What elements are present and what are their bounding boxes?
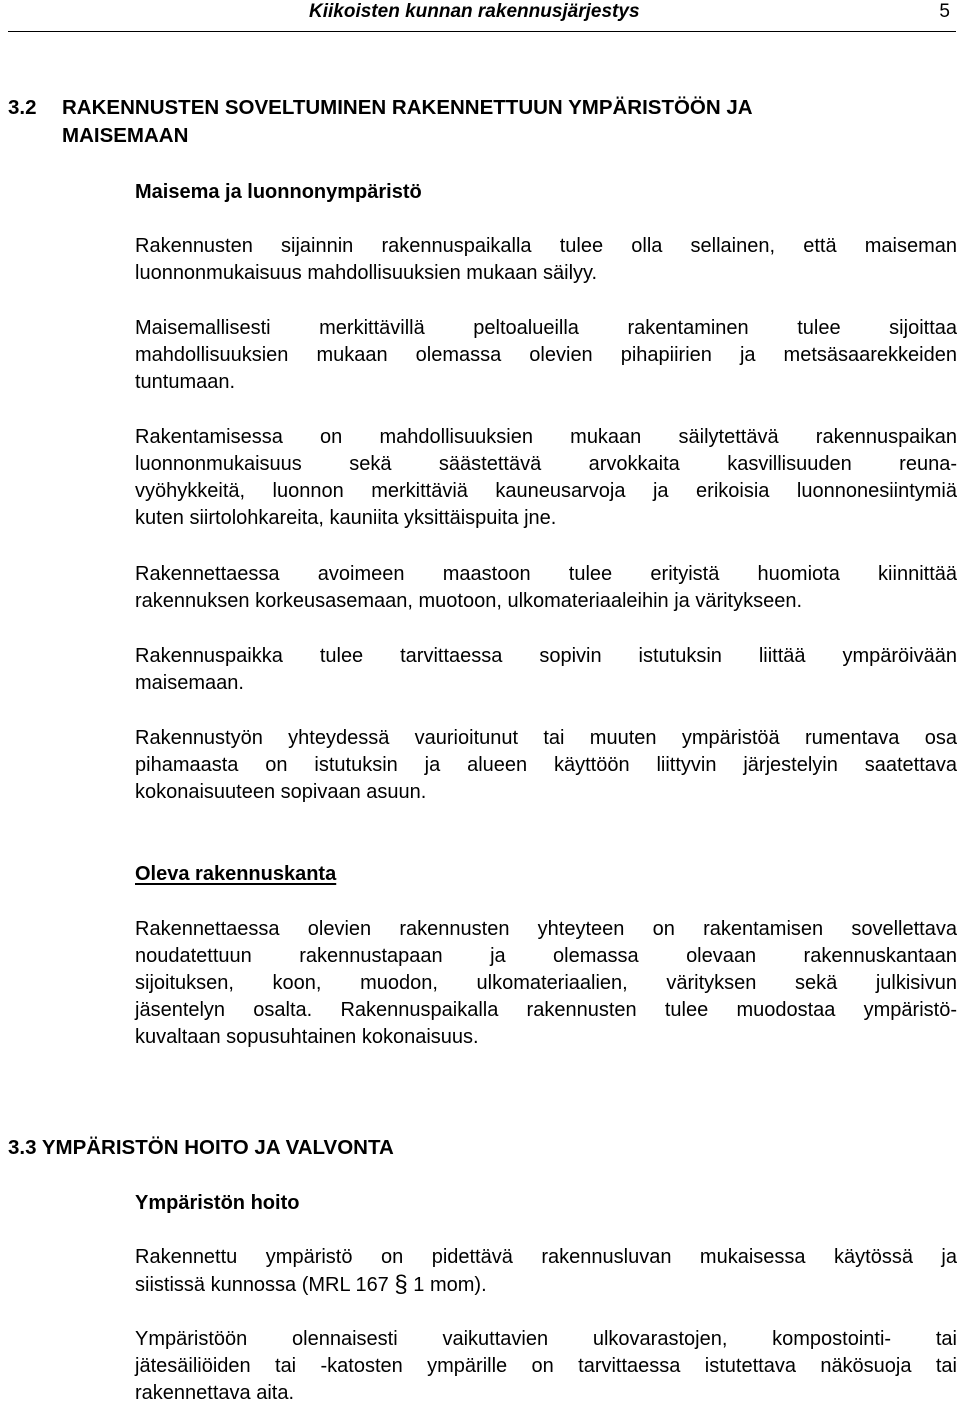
text-line: Rakennettu ympäristö on pidettävä rakennusluvan mukaisessa käytössä ja: [135, 1246, 957, 1268]
section-title-line1: RAKENNUSTEN SOVELTUMINEN RAKENNETTUUN YMPÄRISTÖÖN JA: [62, 96, 753, 119]
text-line: kuten siirtolohkareita, kauniita yksittäispuita jne.: [135, 507, 557, 529]
page-number: 5: [939, 1, 950, 22]
section-3-2-heading-line2: MAISEMAAN: [62, 124, 189, 147]
paragraph: [135, 315, 957, 396]
text-line: Rakennustyön yhteydessä vaurioitunut tai muuten ympäristöä rumentava osa: [135, 727, 957, 749]
text-line: Rakentamisessa on mahdollisuuksien mukaan säilytettävä rakennuspaikan: [135, 426, 957, 448]
text-line: Rakennuspaikka tulee tarvittaessa sopivin istutuksin liittää ympäröivään: [135, 645, 957, 667]
subheading-oleva-rakennuskanta: Oleva rakennuskanta: [135, 863, 337, 885]
text-line: Rakennusten sijainnin rakennuspaikalla tulee olla sellainen, että maiseman: [135, 235, 957, 257]
text-line: jäsentelyn osalta. Rakennuspaikalla rakennusten tulee muodostaa ympäristö-: [135, 999, 957, 1021]
text-line: rakennuksen korkeusasemaan, muotoon, ulkomateriaaleihin ja väritykseen.: [135, 590, 803, 612]
text-line: Rakennettaessa avoimeen maastoon tulee erityistä huomiota kiinnittää: [135, 563, 957, 585]
paragraph: [135, 643, 957, 697]
text-line: luonnonmukaisuus mahdollisuuksien mukaan säilyy.: [135, 262, 598, 284]
text-line: maisemaan.: [135, 672, 244, 694]
text-line: luonnonmukaisuus sekä säästettävä arvokkaita kasvillisuuden reuna-: [135, 453, 957, 475]
text-line: jätesäiliöiden tai -katosten ympärille on tarvittaessa istutettava näkösuoja tai: [135, 1355, 957, 1377]
text-line: vyöhykkeitä, luonnon merkittäviä kauneusarvoja ja erikoisia luonnonesiintymiä: [135, 480, 957, 502]
header-title: Kiikoisten kunnan rakennusjärjestys: [309, 1, 640, 22]
text-line: mahdollisuuksien mukaan olemassa olevien pihapiirien ja metsäsaarekkeiden: [135, 344, 957, 366]
subheading-maisema: Maisema ja luonnonympäristö: [135, 181, 422, 203]
running-header: [8, 0, 956, 32]
paragraph: [135, 725, 957, 806]
text-line: sijoituksen, koon, muodon, ulkomateriaalien, värityksen sekä julkisivun: [135, 972, 957, 994]
paragraph: [135, 1326, 957, 1407]
text-line: pihamaasta on istutuksin ja alueen käyttöön liittyvin järjestelyin saatettava: [135, 754, 957, 776]
text-line: Maisemallisesti merkittävillä peltoalueilla rakentaminen tulee sijoittaa: [135, 317, 957, 339]
text-line: kokonaisuuteen sopivaan asuun.: [135, 781, 427, 803]
paragraph: [135, 233, 957, 287]
text-fragment: 1 mom).: [413, 1274, 487, 1296]
text-line: Rakennettaessa olevien rakennusten yhteyteen on rakentamisen sovellettava: [135, 918, 957, 940]
section-3-3-heading: [8, 1134, 394, 1162]
text-fragment: siistissä kunnossa (MRL 167: [135, 1274, 389, 1296]
paragraph: [135, 561, 957, 615]
text-line: kuvaltaan sopusuhtainen kokonaisuus.: [135, 1026, 479, 1048]
section-mark-symbol: §: [394, 1271, 408, 1298]
text-line: noudatettuun rakennustapaan ja olemassa olevaan rakennuskantaan: [135, 945, 957, 967]
paragraph: [135, 424, 957, 532]
text-line: rakennettava aita.: [135, 1382, 294, 1404]
section-title: YMPÄRISTÖN HOITO JA VALVONTA: [41, 1136, 394, 1159]
paragraph: [135, 1244, 957, 1299]
section-number: 3.2: [8, 96, 37, 119]
section-number: 3.3: [8, 1136, 37, 1159]
subheading-ymparistön-hoito: Ympäristön hoito: [135, 1192, 300, 1214]
text-line: tuntumaan.: [135, 371, 236, 393]
paragraph: [135, 916, 957, 1051]
section-3-2-heading: [8, 94, 956, 122]
text-line: [135, 1271, 957, 1299]
text-line: Ympäristöön olennaisesti vaikuttavien ulkovarastojen, kompostointi- tai: [135, 1328, 957, 1350]
